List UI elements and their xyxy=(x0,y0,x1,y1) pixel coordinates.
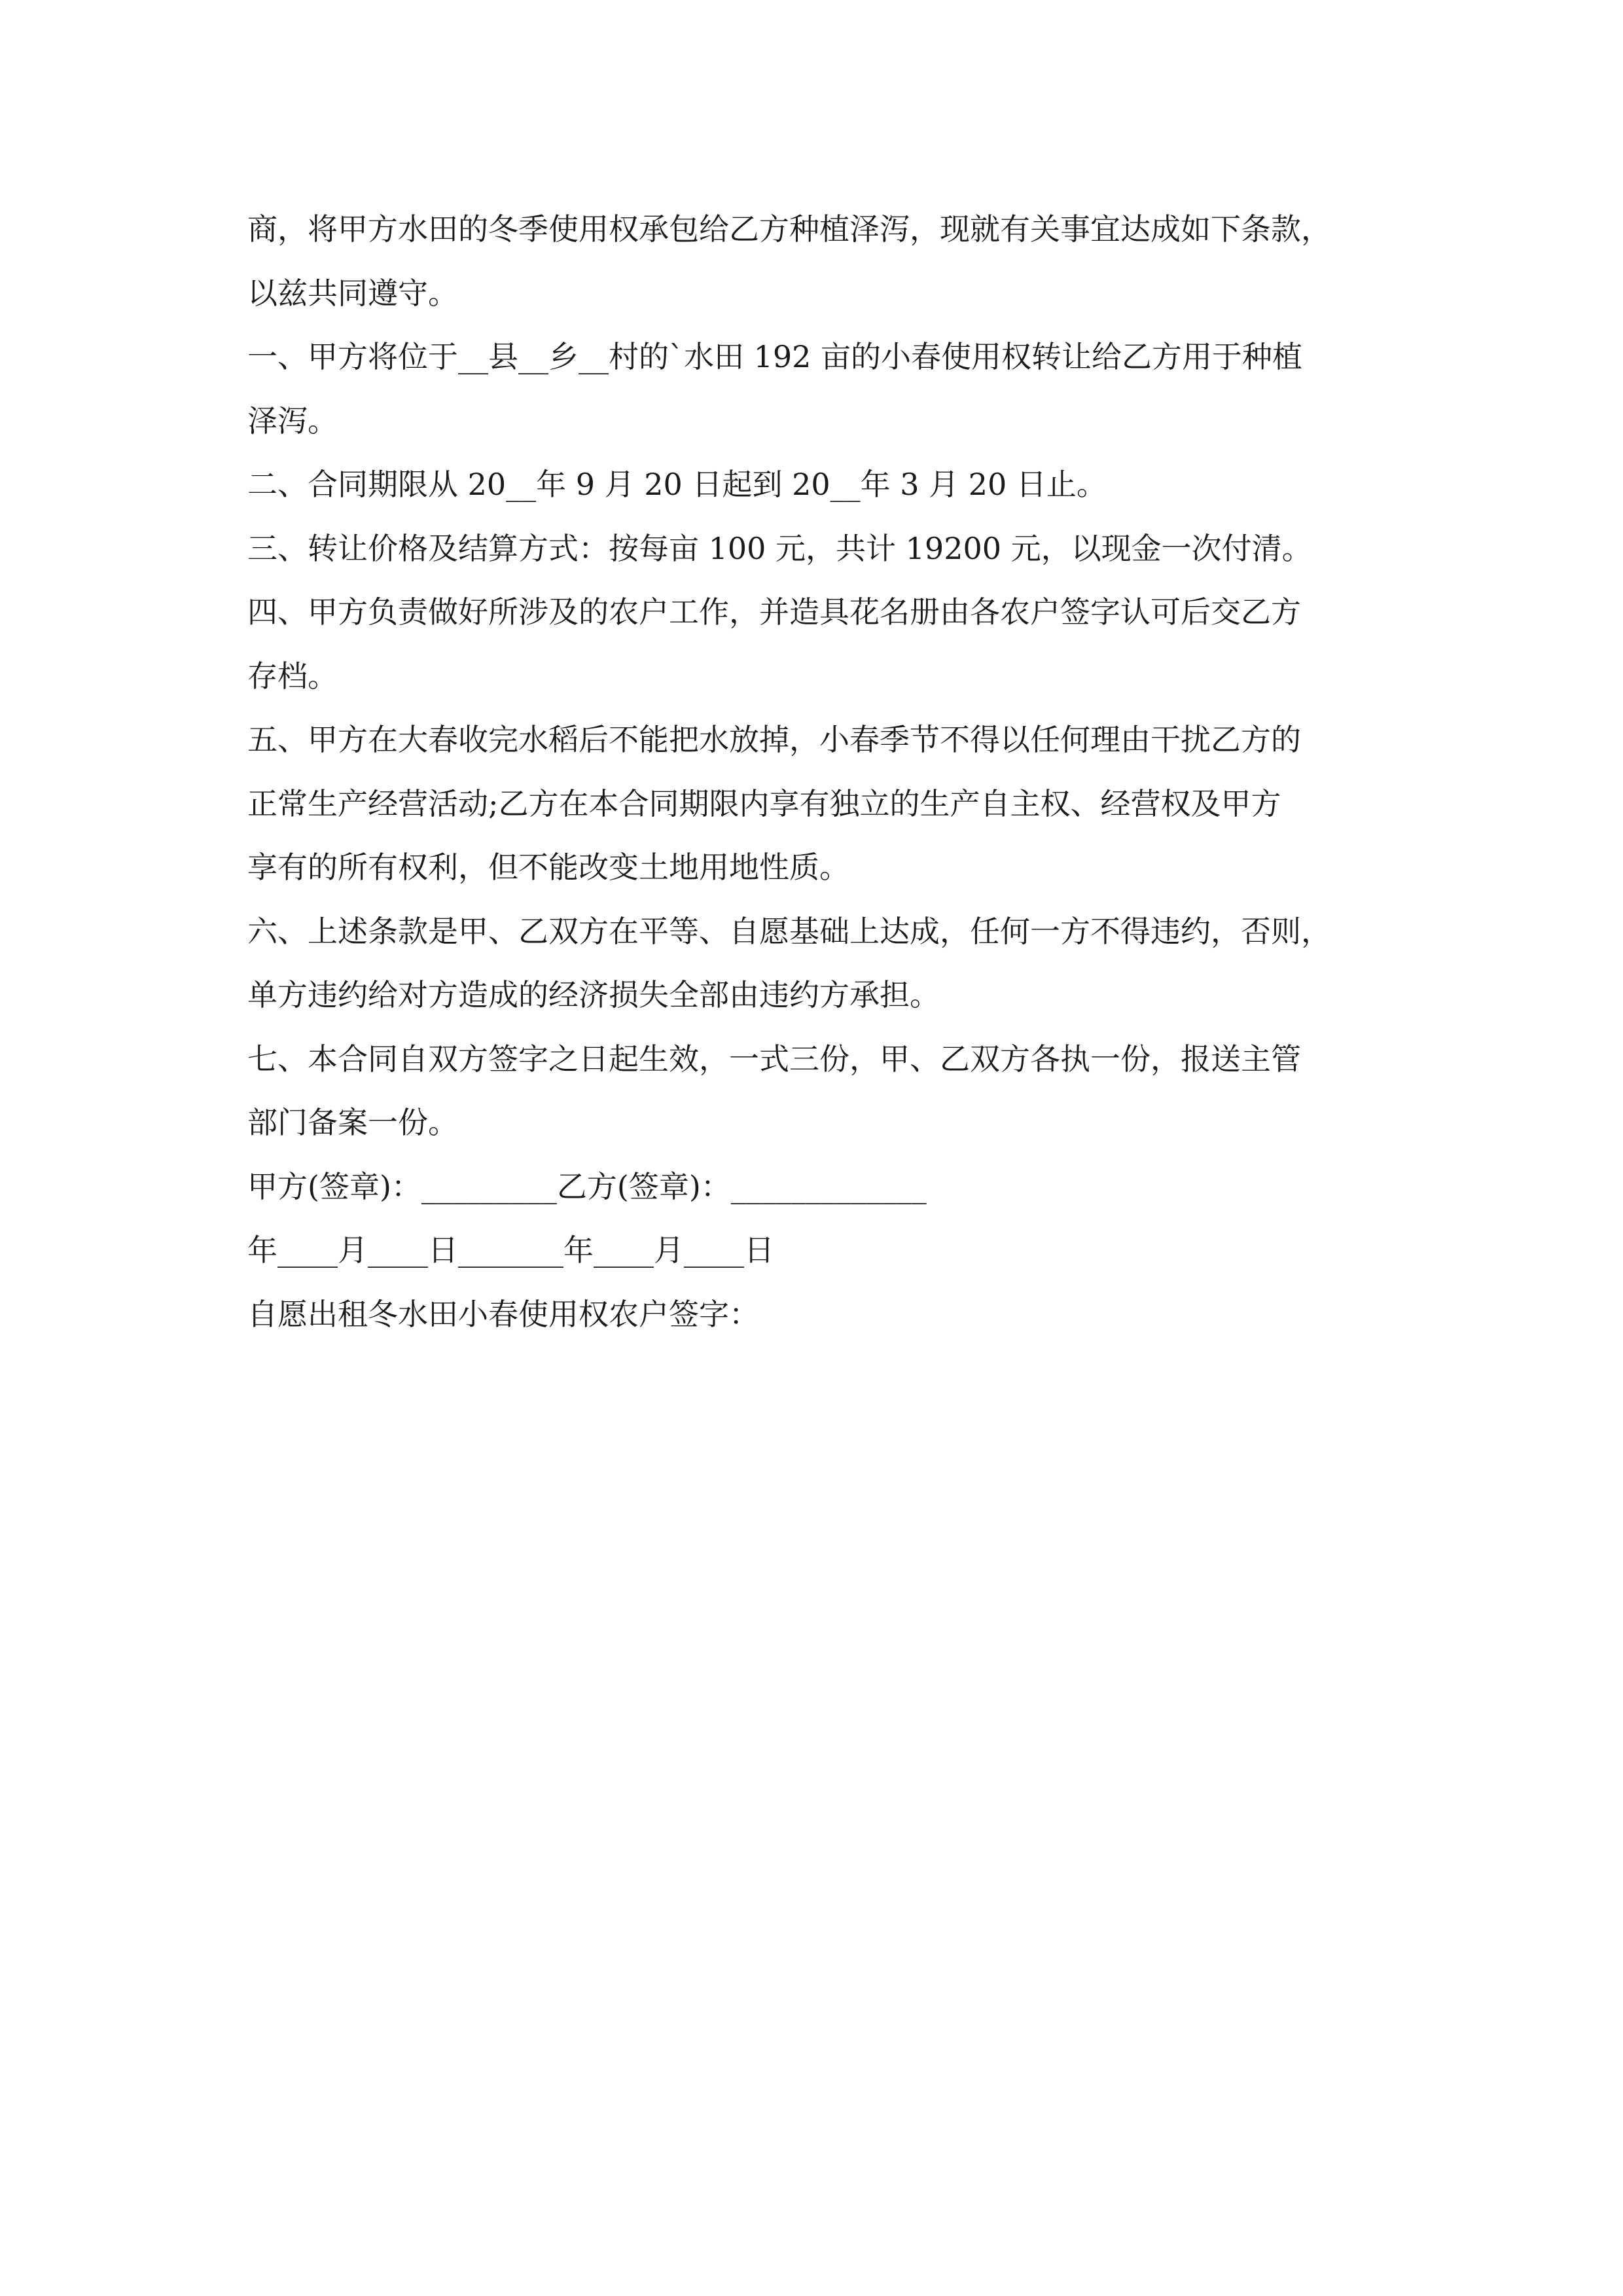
clause-1-line-2: 泽泻。 xyxy=(247,403,338,439)
paragraph-preamble-line-2: 以兹共同遵守。 xyxy=(247,276,458,311)
clause-3-line-1: 三、转让价格及结算方式：按每亩 100 元，共计 19200 元，以现金一次付清。 xyxy=(247,531,1312,566)
clause-4-line-2: 存档。 xyxy=(247,658,338,694)
clause-6-line-1: 六、上述条款是甲、乙双方在平等、自愿基础上达成，任何一方不得违约，否则， xyxy=(247,914,1331,949)
farmer-signature-label: 自愿出租冬水田小春使用权农户签字： xyxy=(247,1297,759,1332)
signature-line: 甲方(签章)：_________乙方(签章)：_____________ xyxy=(247,1169,927,1204)
clause-5-line-1: 五、甲方在大春收完水稻后不能把水放掉，小春季节不得以任何理由干扰乙方的 xyxy=(247,722,1301,757)
clause-1-line-1: 一、甲方将位于__县__乡__村的`水田 192 亩的小春使用权转让给乙方用于种植 xyxy=(247,339,1303,374)
paragraph-preamble-line-1: 商，将甲方水田的冬季使用权承包给乙方种植泽泻，现就有关事宜达成如下条款， xyxy=(247,211,1331,247)
clause-5-line-2: 正常生产经营活动;乙方在本合同期限内享有独立的生产自主权、经营权及甲方 xyxy=(247,786,1281,821)
date-line: 年____月____日_______年____月____日 xyxy=(247,1232,774,1268)
clause-2-line-1: 二、合同期限从 20__年 9 月 20 日起到 20__年 3 月 20 日止。 xyxy=(247,467,1107,502)
clause-6-line-2: 单方违约给对方造成的经济损失全部由违约方承担。 xyxy=(247,977,940,1013)
clause-4-line-1: 四、甲方负责做好所涉及的农户工作，并造具花名册由各农户签字认可后交乙方 xyxy=(247,594,1301,630)
clause-7-line-2: 部门备案一份。 xyxy=(247,1105,458,1140)
clause-7-line-1: 七、本合同自双方签字之日起生效，一式三份，甲、乙双方各执一份，报送主管 xyxy=(247,1041,1301,1077)
clause-5-line-3: 享有的所有权利，但不能改变土地用地性质。 xyxy=(247,850,849,885)
